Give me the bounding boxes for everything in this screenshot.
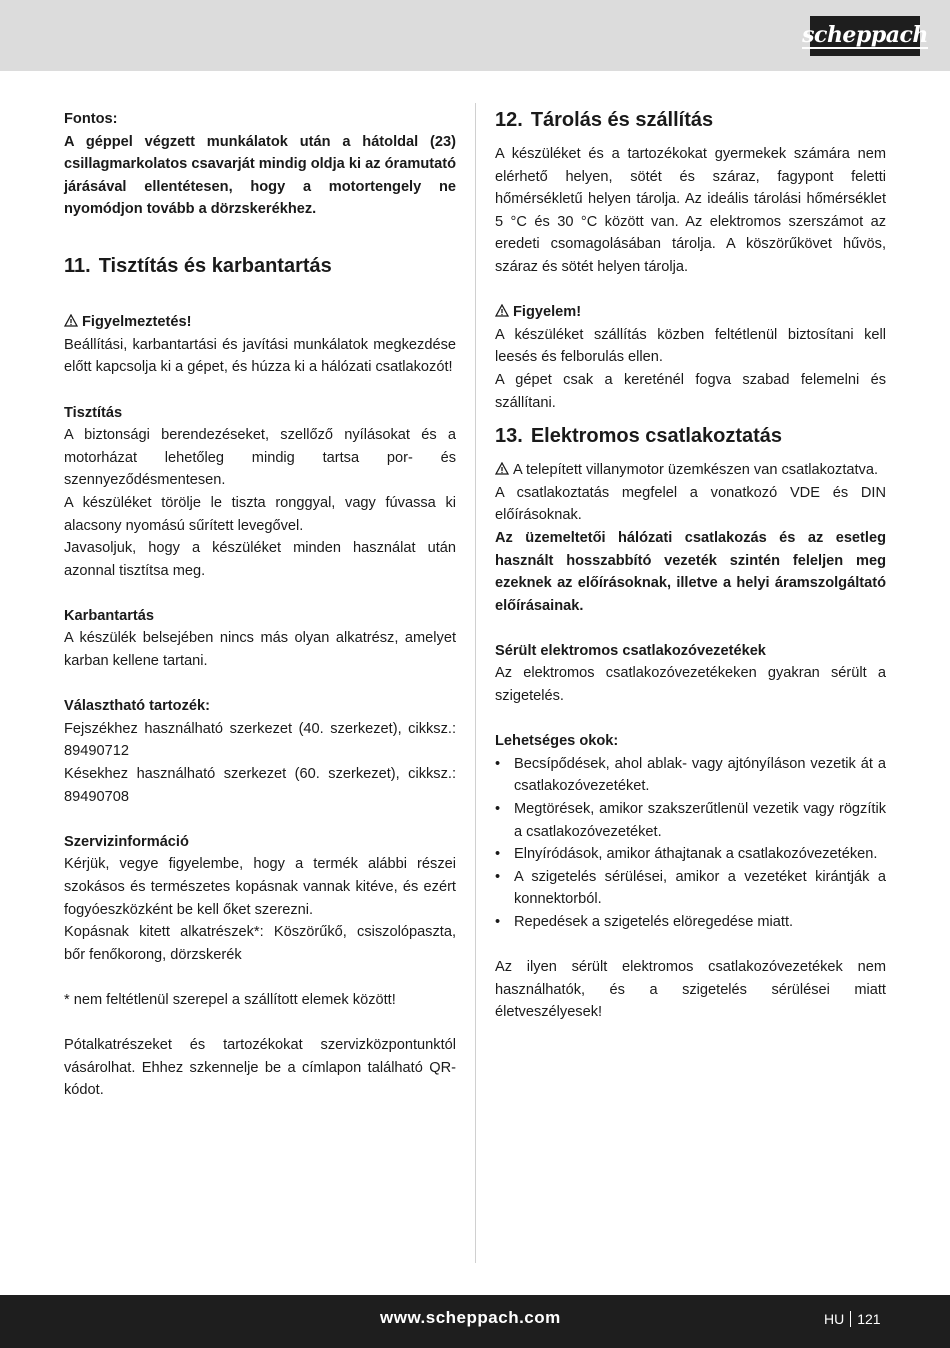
- szerviz-label: Szervizinformáció: [64, 833, 189, 850]
- brand-logo: [802, 16, 928, 56]
- right-column: [495, 108, 886, 1024]
- warning-triangle-icon: [495, 462, 509, 475]
- language-code: HU: [824, 1311, 845, 1327]
- page-indicator: [824, 1311, 881, 1327]
- section-12-heading: [495, 108, 886, 143]
- section-13-title: Elektromos csatlakoztatás: [530, 425, 783, 448]
- brand-logo-text: scheppach: [802, 22, 928, 48]
- list-item-text: Repedések a szigetelés elöregedése miatt.: [514, 914, 794, 930]
- tisztitas-paragraph-2: A készüléket törölje le tiszta ronggyal, vagy fúvassa ki alacsony nyomású sűrített levegővel.: [64, 494, 456, 534]
- szerviz-paragraph-1: Kérjük, vegye figyelembe, hogy a termék alábbi részei szokásos és természetes kopásnak vannak kitéve, és ezért fogyóeszközként be kell őket szerezni.: [64, 856, 456, 918]
- warning-text: Beállítási, karbantartási és javítási munkálatok megkezdése előtt kapcsolja ki a gépet, és húzza ki a hálózati csatlakozót!: [64, 336, 456, 376]
- footer-bar: [0, 1295, 950, 1348]
- section-13-warning-text: A telepített villanymotor üzemkészen van csatlakoztatva.: [513, 462, 879, 479]
- page-number: 121: [857, 1311, 881, 1327]
- warning-line: [64, 311, 456, 334]
- section-12-title: Tárolás és szállítás: [530, 109, 714, 131]
- figyelem-label: Figyelem!: [513, 304, 582, 321]
- list-item-text: Elnyíródások, amikor áthajtanak a csatlakozóvezetéken.: [514, 846, 878, 863]
- figyelem-line: [495, 301, 886, 324]
- section-11-number: 11.: [64, 254, 91, 277]
- tisztitas-paragraph-1: A biztonsági berendezéseket, szellőző nyílásokat és a motorházat lehetőleg mindig tartsa por- és szennyeződésmentesen.: [64, 427, 456, 489]
- tartozek-paragraph-2: Késekhez használható szerkezet (60. szerkezet), cikksz.: 89490708: [64, 766, 456, 805]
- closing-text: Az ilyen sérült elektromos csatlakozóvezetékek nem használhatók, és a szigetelés sérülései miatt életveszélyesek!: [495, 959, 886, 1021]
- fontos-label: Fontos:: [64, 111, 118, 127]
- section-13-warning: [495, 459, 886, 482]
- list-item: • Becsípődések, ahol ablak- vagy ajtónyíláson vezetik át a csatlakozóvezetéket.: [495, 755, 886, 795]
- section-11-title: Tisztítás és karbantartás: [98, 254, 332, 277]
- figyelem-paragraph-2: A gépet csak a kereténél fogva szabad felemelni és szállítani.: [495, 371, 886, 411]
- column-divider: [475, 103, 476, 1263]
- section-12-text: A készüléket és a tartozékokat gyermekek számára nem elérhető helyen, sötét és száraz, fagypont feletti hőmérsékletű helyen tárolja. Az ideális tárolási hőmérséklet 5 °C és 30 °C között van. Az elektromos szerszámot az eredeti csomagolásában tárolja. A köszörűkövet hűvös, száraz és sötét helyen tárolja.: [495, 146, 886, 275]
- section-12-number: 12.: [495, 109, 523, 131]
- section-13-paragraph-2: A csatlakoztatás megfelel a vonatkozó VDE és DIN előírásoknak.: [495, 484, 886, 524]
- list-item-text: A szigetelés sérülései, amikor a vezetéket kirántják a konnektorból.: [514, 868, 886, 908]
- warning-triangle-icon: [64, 314, 78, 327]
- section-13-number: 13.: [495, 425, 523, 448]
- list-item-text: Becsípődések, ahol ablak- vagy ajtónyíláson vezetik át a csatlakozóvezetéket.: [514, 755, 886, 795]
- section-11-heading: [64, 244, 456, 289]
- left-column: [64, 108, 456, 1102]
- szerviz-paragraph-2: Kopásnak kitett alkatrészek*: Köszörűkő, csiszolópaszta, bőr fenőkorong, dörzskerék: [64, 924, 456, 963]
- list-item-text: Megtörések, amikor szakszerűtlenül vezetik vagy rögzítik a csatlakozóvezetéket.: [514, 801, 886, 840]
- fontos-text: A géppel végzett munkálatok után a hátoldal (23) csillagmarkolatos csavarját mindig oldja ki az óramutató járásával ellentétesen, hogy a motortengely ne nyomódjon tovább a dörzskerékhez.: [64, 133, 456, 218]
- serult-label: Sérült elektromos csatlakozóvezetékek: [495, 642, 766, 659]
- warning-label: Figyelmeztetés!: [82, 314, 192, 331]
- serult-text: Az elektromos csatlakozóvezetékeken gyakran sérült a szigetelés.: [495, 665, 886, 705]
- list-item: • Elnyíródások, amikor áthajtanak a csatlakozóvezetéken.: [495, 846, 878, 863]
- list-item: • Repedések a szigetelés elöregedése miatt.: [495, 914, 794, 930]
- karbantartas-label: Karbantartás: [64, 607, 155, 624]
- section-13-bold-paragraph: Az üzemeltetői hálózati csatlakozás és az esetleg használt hosszabbító vezeték szintén feleljen meg ezeknek az előírásoknak, illetve a helyi áramszolgáltató előírásainak.: [495, 529, 886, 614]
- list-item: • A szigetelés sérülései, amikor a vezetéket kirántják a konnektorból.: [495, 868, 886, 908]
- warning-triangle-icon: [495, 304, 509, 317]
- tartozek-label: Választható tartozék:: [64, 698, 210, 715]
- footnote: * nem feltétlenül szerepel a szállított elemek között!: [64, 991, 396, 1008]
- list-item: • Megtörések, amikor szakszerűtlenül vezetik vagy rögzítik a csatlakozóvezetéket.: [495, 801, 886, 840]
- section-13-heading: [495, 414, 886, 459]
- page-separator: [850, 1311, 851, 1327]
- potalkatresz-text: Pótalkatrészeket és tartozékokat szervizközpontunktól vásárolhat. Ehhez szkennelje be a címlapon található QR-kódot.: [64, 1037, 456, 1099]
- okok-list: [495, 753, 886, 934]
- karbantartas-text: A készülék belsejében nincs más olyan alkatrész, amelyet karban kellene tartani.: [64, 630, 456, 670]
- tartozek-paragraph-1: Fejszékhez használható szerkezet (40. szerkezet), cikksz.: 89490712: [64, 720, 456, 760]
- tisztitas-label: Tisztítás: [64, 404, 123, 421]
- footer-url[interactable]: www.scheppach.com: [380, 1308, 561, 1327]
- okok-label: Lehetséges okok:: [495, 733, 619, 750]
- figyelem-paragraph-1: A készüléket szállítás közben feltétlenül biztosítani kell leesés és felborulás ellen.: [495, 326, 886, 366]
- tisztitas-paragraph-3: Javasoljuk, hogy a készüléket minden használat után azonnal tisztítsa meg.: [64, 540, 456, 579]
